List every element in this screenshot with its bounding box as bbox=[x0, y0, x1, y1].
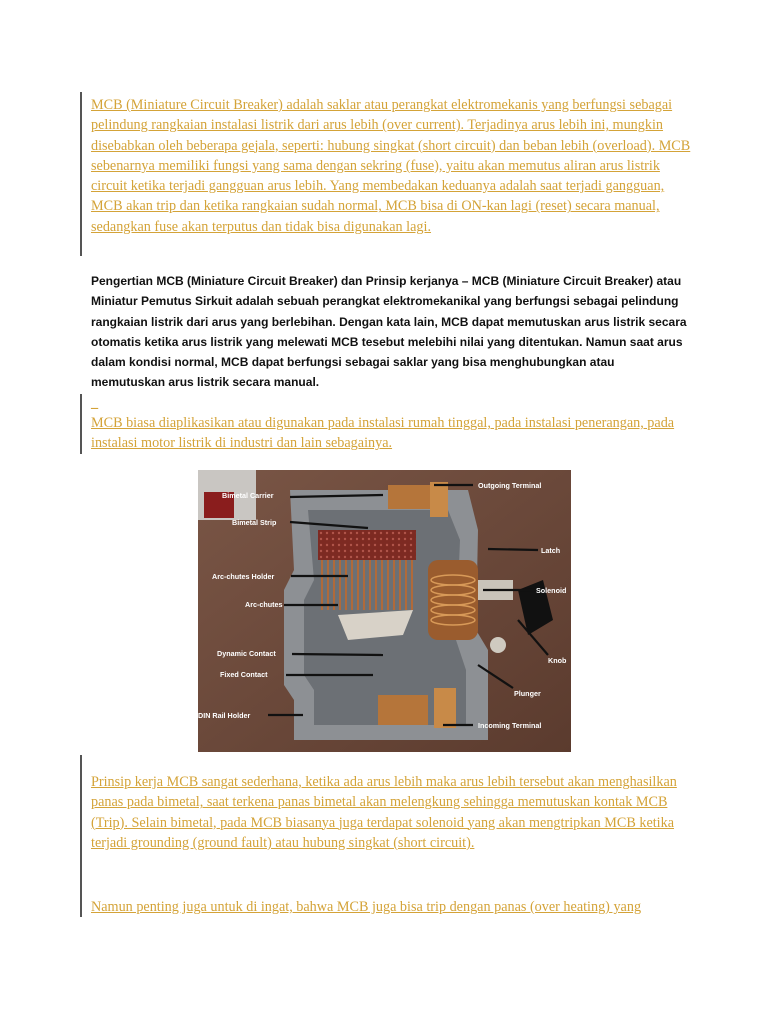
mcb-diagram-image bbox=[198, 470, 571, 752]
label-solenoid: Solenoid bbox=[536, 586, 567, 595]
link-paragraph-mcb-definition[interactable]: MCB (Miniature Circuit Breaker) adalah saklar atau perangkat elektromekanis yang berfungsi sebagai pelindung rangkaian instalasi listrik dari arus lebih (over current). Terjadinya arus lebih ini, mungkin disebabkan oleh beberapa gejala, seperti: hubung singkat (short circuit) dan beban lebih (overload). MCB sebenarnya memiliki fungsi yang sama dengan sekring (fuse), yaitu akan memutus aliran arus listrik circuit ketika terjadi gangguan arus lebih. Yang membedakan keduanya adalah saat terjadi gangguan, MCB akan trip dan ketika rangkaian sudah normal, MCB bisa di ON-kan lagi (reset) secara manual, sedangkan fuse akan terputus dan tidak bisa digunakan lagi. bbox=[91, 97, 691, 235]
link-paragraph-mcb-application[interactable]: MCB biasa diaplikasikan atau digunakan pada instalasi rumah tinggal, pada instalasi penerangan, pada instalasi motor listrik di industri dan lain sebagainya. bbox=[91, 415, 675, 452]
label-bimetal-strip: Bimetal Strip bbox=[232, 518, 277, 527]
paragraph-mcb-principle bbox=[91, 271, 691, 393]
label-fixed-contact: Fixed Contact bbox=[220, 670, 268, 679]
quote-bar bbox=[80, 92, 82, 256]
link-paragraph-mcb-working[interactable]: Prinsip kerja MCB sangat sederhana, ketika ada arus lebih maka arus lebih tersebut akan menghasilkan panas pada bimetal, saat terkena panas bimetal akan melengkung sehingga memutuskan kontak MCB (Trip). Selain bimetal, pada MCB biasanya juga terdapat solenoid yang akan mengtripkan MCB ketika terjadi grounding (ground fault) atau hubung singkat (short circuit). bbox=[91, 774, 677, 851]
paragraph-lead: Pengertian MCB (Miniature Circuit Breaker) dan Prinsip kerjanya bbox=[91, 274, 459, 288]
label-dynamic-contact: Dynamic Contact bbox=[217, 649, 276, 658]
label-plunger: Plunger bbox=[514, 689, 541, 698]
label-arc-chutes: Arc-chutes bbox=[245, 600, 283, 609]
label-incoming-terminal: Incoming Terminal bbox=[478, 721, 542, 730]
label-latch: Latch bbox=[541, 546, 561, 555]
link-dash[interactable]: _ bbox=[91, 395, 99, 411]
quote-bar bbox=[80, 755, 82, 917]
label-outgoing-terminal: Outgoing Terminal bbox=[478, 481, 542, 490]
label-knob: Knob bbox=[548, 656, 567, 665]
label-arc-chutes-holder: Arc-chutes Holder bbox=[212, 572, 275, 581]
link-paragraph-overheating[interactable]: Namun penting juga untuk di ingat, bahwa MCB juga bisa trip dengan panas (over heating) yang bbox=[91, 899, 642, 915]
paragraph-body: – MCB (Miniature Circuit Breaker) atau Miniatur Pemutus Sirkuit adalah sebuah perangkat elektromekanikal yang berfungsi sebagai pelindung rangkaian listrik dari arus yang berlebihan. Dengan kata lain, MCB dapat memutuskan arus listrik secara otomatis ketika arus listrik yang melewati MCB tesebut melebihi nilai yang ditentukan. Namun saat arus dalam kondisi normal, MCB dapat berfungsi sebagai saklar yang bisa menghubungkan atau memutuskan arus listrik secara manual. bbox=[91, 274, 687, 390]
label-din-rail-holder: DIN Rail Holder bbox=[198, 711, 251, 720]
quote-bar bbox=[80, 394, 82, 454]
label-bimetal-carrier: Bimetal Carrier bbox=[222, 491, 274, 500]
